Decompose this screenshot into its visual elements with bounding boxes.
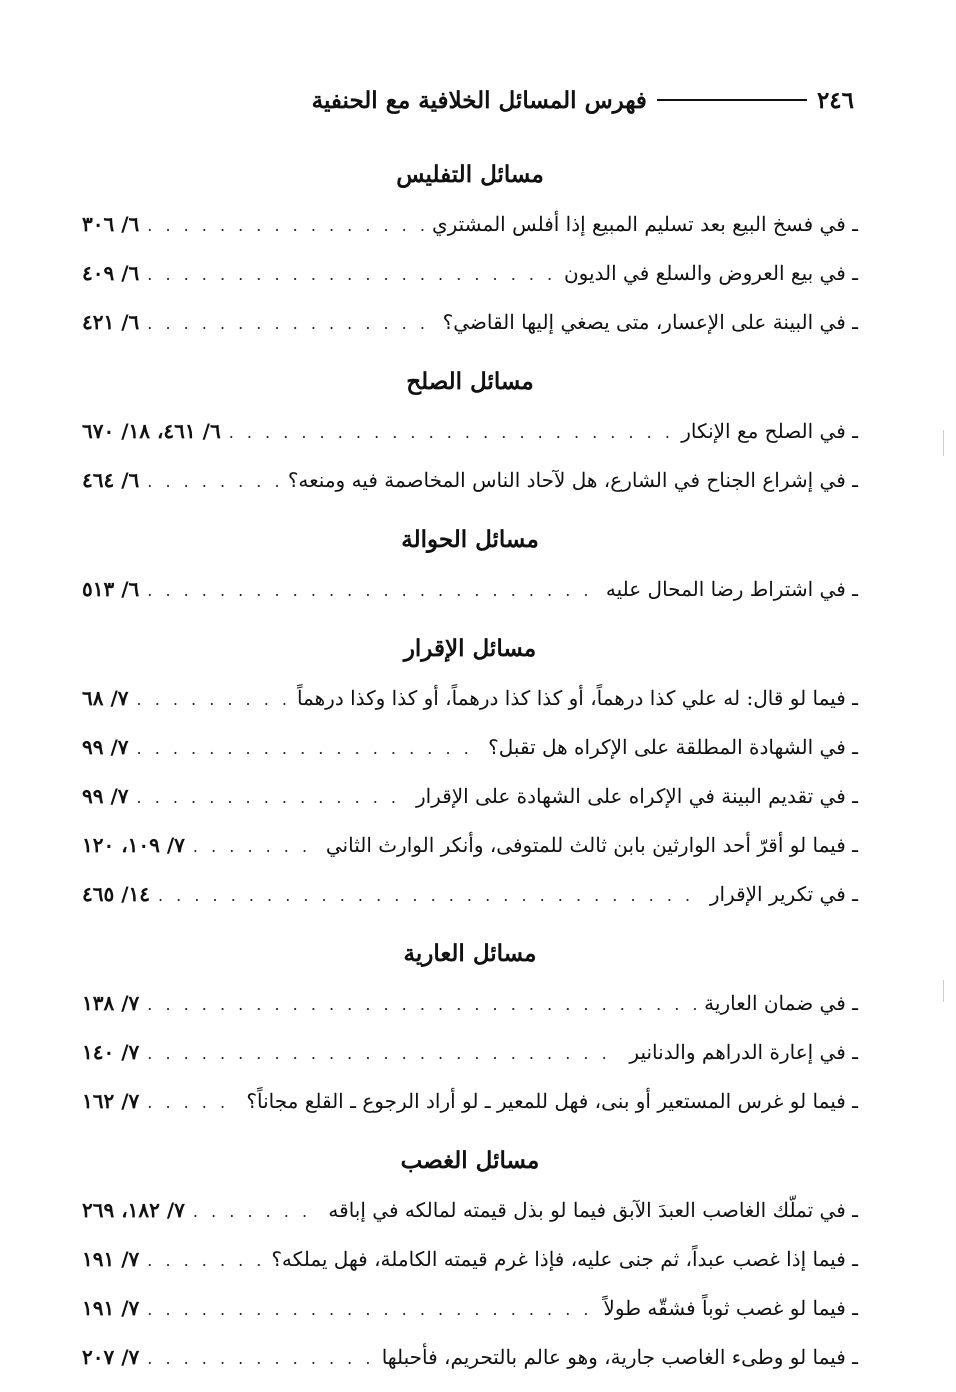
dot-leader	[158, 871, 702, 920]
index-entry	[82, 1077, 858, 1126]
entry-reference: ٧/ ٩٩	[82, 735, 129, 759]
header-rule	[657, 99, 807, 101]
entry-reference: ٦/ ٤٦١، ١٨/ ٦٧٠	[82, 419, 221, 443]
entry-text: ـ في البينة على الإعسار، متى يصغي إليها القاضي؟	[442, 310, 858, 334]
entry-text: ـ في تملّك الغاصب العبدَ الآبق فيما لو بذل قيمته لمالكه في إباقه	[328, 1198, 858, 1222]
dot-leader	[147, 250, 556, 299]
index-entry	[82, 870, 858, 919]
entry-text: ـ في الشهادة المطلقة على الإكراه هل تقبل؟	[488, 735, 858, 759]
entry-reference: ٧/ ١٤٠	[82, 1040, 140, 1064]
entry-text: ـ في تكرير الإقرار	[709, 882, 858, 906]
dot-leader	[193, 822, 318, 871]
index-entry	[82, 772, 858, 821]
entry-reference: ٦/ ٥١٣	[82, 577, 140, 601]
scan-mark	[943, 430, 944, 456]
entry-text: ـ في إعارة الدراهم والدنانير	[629, 1040, 858, 1064]
dot-leader	[147, 299, 434, 348]
index-entry	[82, 298, 858, 347]
entry-text: ـ في فسخ البيع بعد تسليم المبيع إذا أفلس المشتري	[431, 212, 858, 236]
dot-leader	[137, 724, 481, 773]
index-section	[82, 624, 858, 919]
entry-text: ـ فيما لو وطىء الغاصب جارية، وهو عالم بالتحريم، فأحبلها	[381, 1345, 858, 1369]
dot-leader	[193, 1187, 321, 1236]
dot-leader	[147, 201, 424, 250]
entry-reference: ٦/ ٤٢١	[82, 310, 140, 334]
index-entry	[82, 979, 858, 1028]
dot-leader	[147, 1078, 238, 1127]
entry-text: ـ فيما لو أقرّ أحد الوارثين بابن ثالث للمتوفى، وأنكر الوارث الثاني	[325, 833, 858, 857]
dot-leader	[147, 1334, 373, 1383]
dot-leader	[147, 1236, 263, 1285]
entry-reference: ٧/ ١٦٢	[82, 1089, 140, 1113]
page-number: ٢٤٦	[816, 86, 854, 114]
entry-reference: ٦/ ٤٠٩	[82, 261, 140, 285]
entry-reference: ٧/ ١٩١	[82, 1296, 140, 1320]
index-entry	[82, 407, 858, 456]
entry-text: ـ فيما إذا غصب عبداً، ثم جنى عليه، فإذا غرم قيمته الكاملة، فهل يملكه؟	[271, 1247, 858, 1271]
entry-reference: ١٤/ ٤٦٥	[82, 882, 150, 906]
index-section	[82, 150, 858, 347]
page-header	[82, 80, 854, 120]
entry-text: ـ في إشراع الجناح في الشارع، هل لآحاد الناس المخاصمة فيه ومنعه؟	[287, 468, 858, 492]
entry-text: ـ فيما لو قال: له علي كذا درهماً، أو كذا كذا درهماً، أو كذا وكذا درهماً	[296, 686, 858, 710]
entry-reference: ٧/ ٦٨	[82, 686, 129, 710]
entry-reference: ٦/ ٤٦٤	[82, 468, 140, 492]
entry-text: ـ في اشتراط رضا المحال عليه	[605, 577, 858, 601]
index-entry	[82, 821, 858, 870]
section-title: مسائل الصلح	[406, 368, 534, 395]
index-section	[82, 357, 858, 505]
index-entry	[82, 200, 858, 249]
index-entry	[82, 1333, 858, 1382]
index-entry	[82, 674, 858, 723]
dot-leader	[147, 1029, 621, 1078]
index-entry	[82, 1186, 858, 1235]
dot-leader	[147, 566, 598, 615]
index-entry	[82, 456, 858, 505]
scan-mark	[943, 980, 944, 1002]
section-title: مسائل الحوالة	[401, 526, 539, 553]
entry-reference: ٧/ ٢٠٧	[82, 1345, 140, 1369]
dot-leader	[137, 773, 408, 822]
index-section	[82, 515, 858, 614]
section-title: مسائل الإقرار	[403, 635, 537, 662]
running-title: فهرس المسائل الخلافية مع الحنفية	[311, 86, 647, 114]
index-content	[82, 150, 858, 1392]
dot-leader	[229, 408, 674, 457]
entry-reference: ٧/ ٩٩	[82, 784, 129, 808]
entry-text: ـ في بيع العروض والسلع في الديون	[563, 261, 858, 285]
entry-text: ـ في الصلح مع الإنكار	[681, 419, 858, 443]
index-entry	[82, 1284, 858, 1333]
dot-leader	[147, 457, 280, 506]
dot-leader	[137, 675, 289, 724]
entry-text: ـ في ضمان العارية	[704, 991, 858, 1015]
entry-reference: ٧/ ١٣٨	[82, 991, 140, 1015]
section-title: مسائل الغصب	[400, 1147, 540, 1174]
dot-leader	[147, 1285, 595, 1334]
section-title: مسائل التفليس	[396, 161, 544, 188]
entry-text: ـ في تقديم البينة في الإكراه على الشهادة على الإقرار	[415, 784, 858, 808]
entry-reference: ٧/ ١٨٢، ٢٦٩	[82, 1198, 185, 1222]
index-entry	[82, 1028, 858, 1077]
entry-text: ـ فيما لو غصب ثوباً فشقّه طولاً	[603, 1296, 858, 1320]
index-entry	[82, 723, 858, 772]
index-entry	[82, 565, 858, 614]
entry-reference: ٧/ ١٠٩، ١٢٠	[82, 833, 185, 857]
index-entry	[82, 249, 858, 298]
index-entry	[82, 1235, 858, 1284]
entry-reference: ٦/ ٣٠٦	[82, 212, 140, 236]
entry-text: ـ فيما لو غرس المستعير أو بنى، فهل للمعير ـ لو أراد الرجوع ـ القلع مجاناً؟	[246, 1089, 858, 1113]
dot-leader	[147, 980, 696, 1029]
index-section	[82, 929, 858, 1126]
entry-reference: ٧/ ١٩١	[82, 1247, 140, 1271]
section-title: مسائل العارية	[403, 940, 537, 967]
index-section	[82, 1136, 858, 1382]
